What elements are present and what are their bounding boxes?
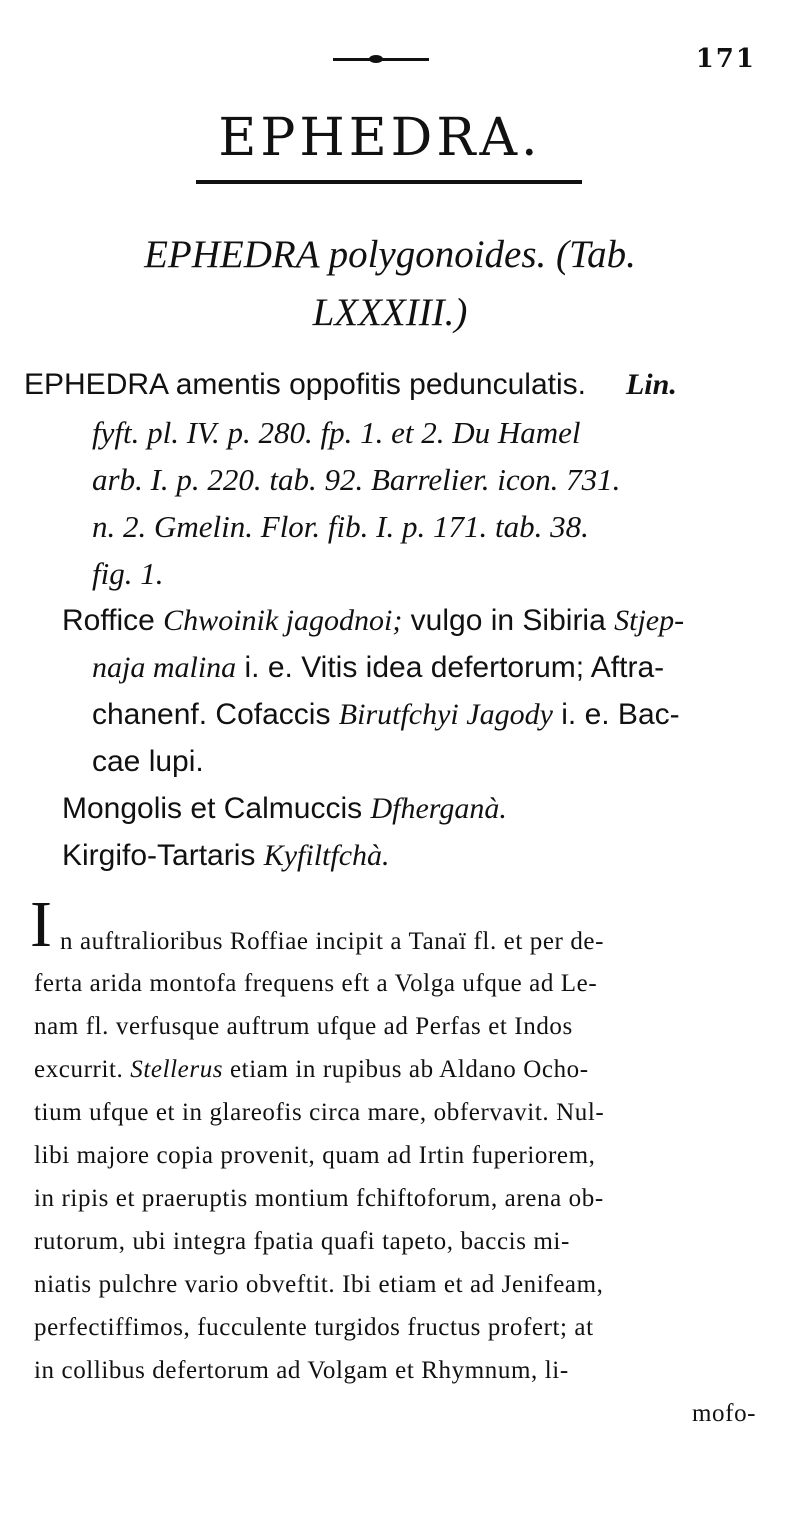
species-genus: EPHEDRA [144, 233, 319, 276]
synonymy-text: EPHEDRA amentis oppofitis pedunculatis. [24, 368, 586, 401]
vernacular-text: Mongolis et Calmuccis [62, 792, 371, 825]
vernacular-name: Stjep- [614, 604, 685, 637]
vernacular-line-2 [92, 651, 664, 685]
species-heading-line-1 [0, 232, 780, 277]
species-epithet: polygonoides. (Tab. [318, 233, 636, 276]
ornamental-rule [333, 58, 429, 61]
body-line-2: ferta arida montofa frequens eft a Volga ufque ad Le- [34, 970, 598, 997]
body-text: etiam in rupibus ab Aldano Ocho- [223, 1056, 589, 1083]
body-line-11: in collibus defertorum ad Volgam et Rhymnum, li- [34, 1357, 569, 1384]
vernacular-line-6 [62, 839, 390, 873]
page-title: EPHEDRA. [218, 108, 542, 168]
vernacular-text: Roffice [62, 604, 164, 637]
body-line-8: rutorum, ubi integra fpatia quafi tapeto, baccis mi- [34, 1228, 570, 1255]
body-line-4 [34, 1056, 764, 1084]
vernacular-text: i. e. Bac- [552, 698, 680, 731]
body-text: excurrit. [34, 1056, 131, 1083]
body-line-7: in ripis et praeruptis montium fchiftoforum, arena ob- [34, 1185, 604, 1212]
vernacular-name: Chwoinik jagodnoi; [163, 604, 403, 637]
body-line-10: perfectiffimos, fucculente turgidos fructus profert; at [34, 1314, 594, 1341]
vernacular-text: Kirgifo-Tartaris [62, 839, 264, 872]
drop-cap: I [30, 888, 52, 961]
vernacular-text: vulgo in Sibiria [402, 604, 615, 637]
synonymy-line-3: arb. I. p. 220. tab. 92. Barrelier. icon. 731. [92, 462, 621, 497]
body-line-5: tium ufque et in glareofis circa mare, obfervavit. Nul- [34, 1099, 605, 1126]
body-line-3: nam fl. verfusque auftrum ufque ad Perfas et Indos [34, 1013, 573, 1040]
catchword: mofo- [692, 1400, 757, 1427]
synonymy-line-4: n. 2. Gmelin. Flor. fib. I. p. 171. tab. 38. [92, 509, 589, 544]
vernacular-name: Kyfiltfchà. [263, 839, 390, 872]
vernacular-name: Birutfchyi Jagody [338, 698, 553, 731]
body-line-6: libi majore copia provenit, quam ad Irtin fuperiorem, [34, 1142, 596, 1169]
synonymy-line-1 [24, 368, 677, 402]
body-line-1: n auftralioribus Roffiae incipit a Tanaï fl. et per de- [60, 928, 605, 955]
species-heading-line-2: LXXXIII.) [312, 291, 468, 334]
vernacular-line-4: cae lupi. [92, 745, 204, 778]
vernacular-line-5 [62, 792, 507, 826]
synonymy-author: Lin. [625, 368, 677, 401]
page-number: 171 [695, 44, 756, 74]
synonymy-line-5: fig. 1. [92, 556, 164, 591]
body-name: Stellerus [130, 1056, 224, 1083]
vernacular-name: naja malina [92, 651, 237, 684]
vernacular-text: i. e. Vitis idea defertorum; Aftra- [236, 651, 665, 684]
vernacular-text: chanenf. Cofaccis [92, 698, 339, 731]
vernacular-name: Dfherganà. [370, 792, 507, 825]
title-underline [196, 180, 582, 184]
synonymy-line-2: fyft. pl. IV. p. 280. fp. 1. et 2. Du Hamel [92, 415, 581, 450]
body-line-9: niatis pulchre vario obveftit. Ibi etiam et ad Jenifeam, [34, 1271, 604, 1298]
vernacular-line-1 [62, 604, 684, 638]
vernacular-line-3 [92, 698, 680, 732]
